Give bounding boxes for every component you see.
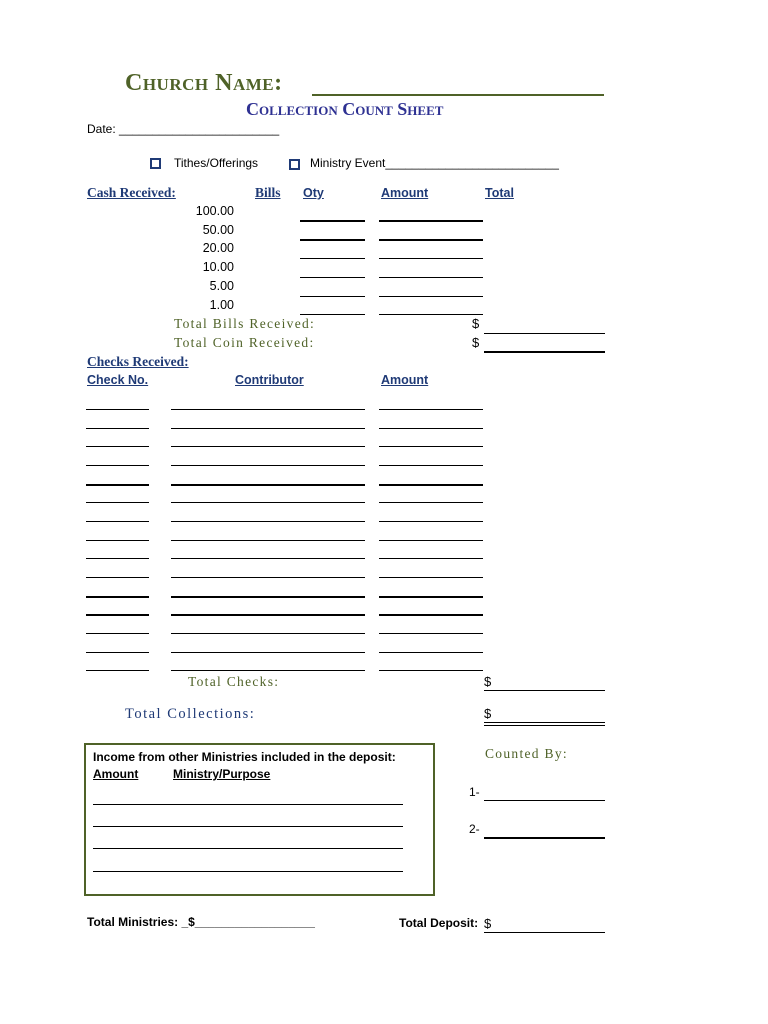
check-amount-field[interactable] [379,502,483,503]
currency-symbol: $ [472,316,480,331]
total-bills-label: Total Bills Received: [174,316,316,331]
total-coin-label: Total Coin Received: [174,335,315,350]
qty-field[interactable] [300,277,365,278]
currency-symbol: $ [484,706,492,721]
check-amount-field[interactable] [379,446,483,447]
denomination-label: 50.00 [202,223,234,237]
counter-1-label: 1- [469,785,480,799]
ministry-entry-line[interactable] [93,871,403,872]
ministry-amount-header: Amount [93,767,139,781]
contributor-field[interactable] [171,670,365,671]
check-number-field[interactable] [86,652,149,653]
check-amount-field[interactable] [379,540,483,541]
amount-field[interactable] [379,220,483,222]
qty-field[interactable] [300,220,365,222]
check-amount-field[interactable] [379,409,483,410]
tithes-checkbox[interactable] [150,158,161,169]
check-no-column-header: Check No. [87,373,149,387]
contributor-field[interactable] [171,502,365,503]
check-number-field[interactable] [86,521,149,522]
contributor-field[interactable] [171,446,365,447]
check-number-field[interactable] [86,446,149,447]
denomination-label: 100.00 [195,204,234,218]
total-ministries-field[interactable]: Total Ministries: _$__________________ [87,915,315,929]
total-coin-field[interactable] [484,351,605,353]
contributor-field[interactable] [171,540,365,541]
check-amount-field[interactable] [379,614,483,616]
qty-field[interactable] [300,239,365,241]
check-amount-field[interactable] [379,558,483,559]
amount-field[interactable] [379,296,483,297]
check-number-field[interactable] [86,577,149,578]
check-number-field[interactable] [86,558,149,559]
date-field[interactable]: Date: ________________________ [87,122,280,136]
contributor-column-header: Contributor [235,373,304,387]
contributor-field[interactable] [171,558,365,559]
check-amount-field[interactable] [379,465,483,466]
total-deposit-field[interactable] [484,932,605,933]
total-deposit-label: Total Deposit: [399,916,479,930]
check-amount-field[interactable] [379,633,483,634]
contributor-field[interactable] [171,596,365,598]
qty-field[interactable] [300,258,365,259]
qty-column-header: Oty [303,186,324,200]
cash-received-label: Cash Received: [87,185,176,200]
currency-symbol: $ [472,335,480,350]
total-collections-double-underline [484,725,605,726]
qty-field[interactable] [300,296,365,297]
check-number-field[interactable] [86,409,149,410]
amount-field[interactable] [379,258,483,259]
check-number-field[interactable] [86,596,149,598]
amount-field[interactable] [379,314,483,315]
contributor-field[interactable] [171,409,365,410]
check-amount-field[interactable] [379,484,483,486]
counter-2-field[interactable] [484,837,605,839]
check-number-field[interactable] [86,484,149,486]
total-collections-label: Total Collections: [125,706,256,722]
ministry-event-checkbox[interactable] [289,159,300,170]
total-checks-field[interactable] [484,690,605,691]
check-number-field[interactable] [86,670,149,671]
denomination-label: 10.00 [202,260,234,274]
check-amount-field[interactable] [379,577,483,578]
check-number-field[interactable] [86,428,149,429]
ministry-purpose-header: Ministry/Purpose [173,767,271,781]
currency-symbol: $ [484,916,492,931]
ministry-entry-line[interactable] [93,848,403,849]
checks-received-label: Checks Received: [87,354,189,369]
contributor-field[interactable] [171,428,365,429]
total-collections-field[interactable] [484,722,605,723]
church-name-field[interactable] [312,94,604,96]
ministry-entry-line[interactable] [93,826,403,827]
qty-field[interactable] [300,314,365,315]
check-number-field[interactable] [86,614,149,616]
total-bills-field[interactable] [484,333,605,334]
sheet-title: Collection Count Sheet [246,99,444,119]
check-amount-field[interactable] [379,652,483,653]
check-amount-field[interactable] [379,521,483,522]
check-amount-column-header: Amount [381,373,429,387]
ministry-event-field[interactable]: Ministry Event__________________________ [310,156,559,170]
tithes-label: Tithes/Offerings [174,156,259,170]
check-number-field[interactable] [86,540,149,541]
church-name-label: Church Name: [125,70,283,96]
check-number-field[interactable] [86,502,149,503]
contributor-field[interactable] [171,521,365,522]
contributor-field[interactable] [171,484,365,486]
other-ministries-box [84,743,435,896]
ministry-entry-line[interactable] [93,804,403,805]
check-number-field[interactable] [86,633,149,634]
contributor-field[interactable] [171,652,365,653]
amount-field[interactable] [379,277,483,278]
counted-by-label: Counted By: [485,746,568,761]
bills-column-header: Bills [255,185,281,200]
counter-2-label: 2- [469,822,480,836]
currency-symbol: $ [484,674,492,689]
check-amount-field[interactable] [379,670,483,671]
contributor-field[interactable] [171,614,365,616]
denomination-label: 5.00 [209,279,234,293]
denomination-label: 20.00 [202,241,234,255]
total-checks-label: Total Checks: [188,674,280,689]
contributor-field[interactable] [171,577,365,578]
total-column-header: Total [485,186,514,200]
denomination-label: 1.00 [209,298,234,312]
check-amount-field[interactable] [379,428,483,429]
check-amount-field[interactable] [379,596,483,598]
other-ministries-heading: Income from other Ministries included in the deposit: [93,750,396,764]
amount-column-header: Amount [381,186,429,200]
check-number-field[interactable] [86,465,149,466]
counter-1-field[interactable] [484,800,605,801]
amount-field[interactable] [379,239,483,241]
contributor-field[interactable] [171,633,365,634]
contributor-field[interactable] [171,465,365,466]
